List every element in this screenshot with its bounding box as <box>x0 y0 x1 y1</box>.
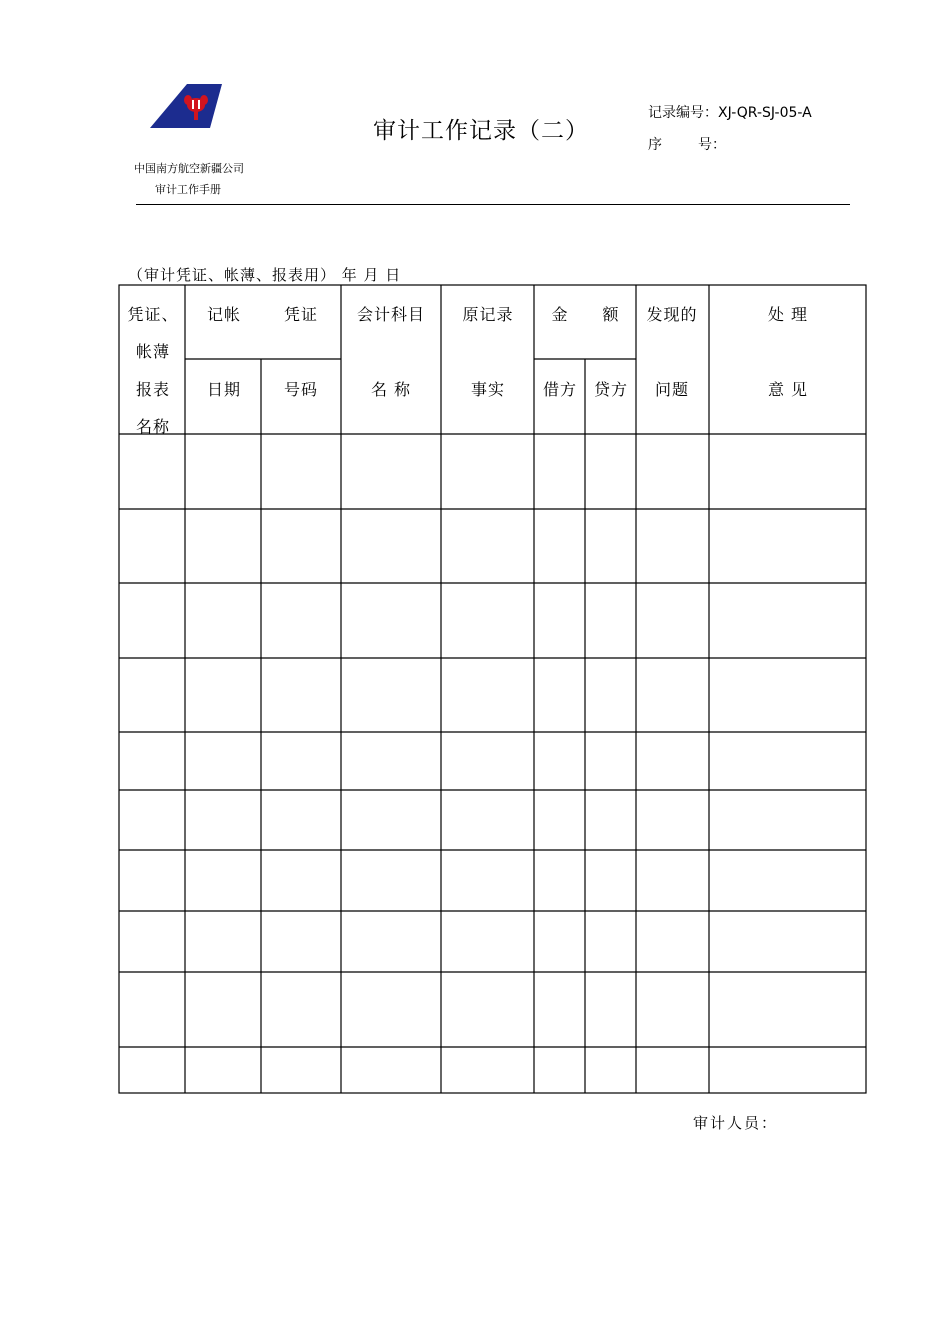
header-original-facts: 事实 <box>470 380 506 399</box>
header-number: 号码 <box>283 380 319 399</box>
header-account-name: 名 称 <box>370 380 412 399</box>
header-debit: 借方 <box>542 380 578 399</box>
document-title: 审计工作记录（二） <box>373 118 589 144</box>
header-amount-char2: 额 <box>602 305 620 324</box>
manual-name: 审计工作手册 <box>155 183 221 196</box>
header-account-subject: 会计科目 <box>356 305 426 324</box>
company-name: 中国南方航空新疆公司 <box>134 162 244 175</box>
auditor-signature-label: 审计人员： <box>693 1114 779 1132</box>
header-credit: 贷方 <box>593 380 629 399</box>
header-voucher: 凭证 <box>283 305 319 324</box>
header-found: 发现的 <box>646 305 698 324</box>
header-document-name-line3: 报表 <box>135 380 171 399</box>
header-document-name-line4: 名称 <box>135 417 171 436</box>
sequence-label-char2: 号： <box>698 137 726 153</box>
header-document-name-line2: 帐薄 <box>135 342 171 361</box>
header-original-record: 原记录 <box>462 305 514 324</box>
sequence-label-char1: 序 <box>648 137 662 153</box>
header-amount-char1: 金 <box>551 305 569 324</box>
header-opinion: 意 见 <box>767 380 809 399</box>
header-issues: 问题 <box>654 380 690 399</box>
record-number: 记录编号：XJ-QR-SJ-05-A <box>648 105 812 121</box>
form-subtitle: （审计凭证、帐薄、报表用） 年 月 日 <box>128 266 402 284</box>
header-date: 日期 <box>206 380 242 399</box>
header-document-name-line1: 凭证、 <box>127 305 179 324</box>
header-posting: 记帐 <box>206 305 242 324</box>
header-handling: 处 理 <box>767 305 809 324</box>
